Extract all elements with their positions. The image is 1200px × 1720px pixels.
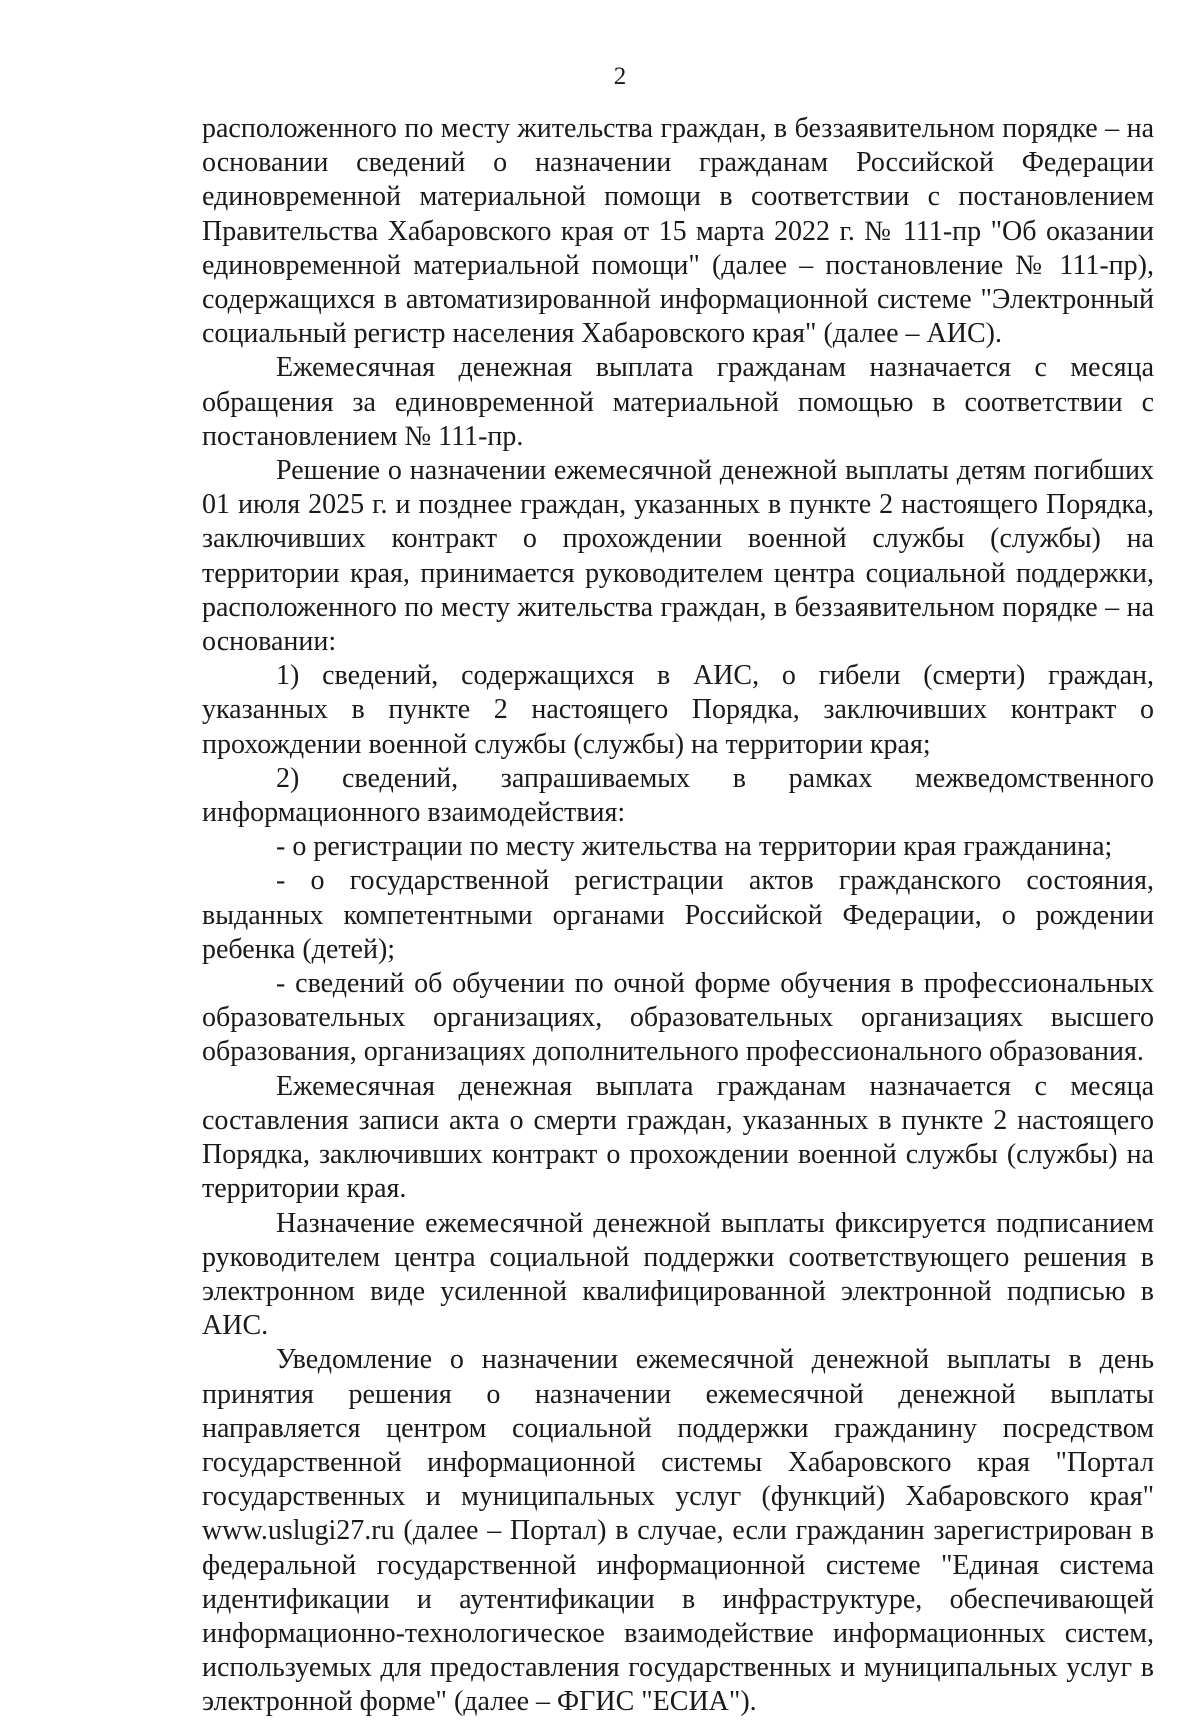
list-item-education: - сведений об обучении по очной форме обучения в профессиональных образовательных организациях, образовательных организациях высшего образования, организациях дополнительного профессионального образования.	[202, 968, 1154, 1068]
list-item-civil-status: - о государственной регистрации актов гражданского состояния, выданных компетентными органами Российской Федерации, о рождении ребенка (детей);	[202, 865, 1154, 965]
list-item-interagency-info: 2) сведений, запрашиваемых в рамках межведомственного информационного взаимодействия:	[202, 762, 1154, 829]
paragraph-notification: Уведомление о назначении ежемесячной денежной выплаты в день принятия решения о назначении ежемесячной денежной выплаты направляется центром социальной поддержки гражданину посредством государственной информационной системы Хабаровского края "Портал государственных и муниципальных услуг (функций) Хабаровского края" www.uslugi27.ru (далее – Портал) в случае, если гражданин зарегистрирован в федеральной государственной информационной системе "Единая система идентификации и аутентификации в инфраструктуре, обеспечивающей информационно-технологическое взаимодействие информационных систем, используемых для предоставления государственных и муниципальных услуг в электронной форме" (далее – ФГИС "ЕСИА").	[202, 1344, 1154, 1718]
paragraph-signature: Назначение ежемесячной денежной выплаты фиксируется подписанием руководителем центра социальной поддержки соответствующего решения в электронном виде усиленной квалифицированной электронной подписью в АИС.	[202, 1207, 1154, 1342]
list-item-registration: - о регистрации по месту жительства на территории края гражданина;	[276, 831, 1113, 863]
paragraph-monthly-payment-appeal: Ежемесячная денежная выплата гражданам назначается с месяца обращения за единовременной материальной помощью в соответствии с постановлением № 111-пр.	[202, 352, 1154, 452]
list-item-ais-info: 1) сведений, содержащихся в АИС, о гибели (смерти) граждан, указанных в пункте 2 настоящего Порядка, заключивших контракт о прохождении военной службы (службы) на территории края;	[202, 660, 1154, 760]
paragraph-decision-children: Решение о назначении ежемесячной денежной выплаты детям погибших 01 июля 2025 г. и позднее граждан, указанных в пункте 2 настоящего Порядка, заключивших контракт о прохождении военной службы (службы) на территории края, принимается руководителем центра социальной поддержки, расположенного по месту жительства граждан, в беззаявительном порядке – на основании:	[202, 455, 1154, 658]
paragraph-monthly-payment-death: Ежемесячная денежная выплата гражданам назначается с месяца составления записи акта о смерти граждан, указанных в пункте 2 настоящего Порядка, заключивших контракт о прохождении военной службы (службы) на территории края.	[202, 1070, 1154, 1205]
paragraph-continuation: расположенного по месту жительства граждан, в беззаявительном порядке – на основании сведений о назначении гражданам Российской Федерации единовременной материальной помощи в соответствии с постановлением Правительства Хабаровского края от 15 марта 2022 г. № 111-пр "Об оказании единовременной материальной помощи" (далее – постановление № 111-пр), содержащихся в автоматизированной информационной системе "Электронный социальный регистр населения Хабаровского края" (далее – АИС).	[202, 113, 1154, 350]
page-number: 2	[613, 63, 627, 90]
document-body	[202, 112, 1154, 1720]
